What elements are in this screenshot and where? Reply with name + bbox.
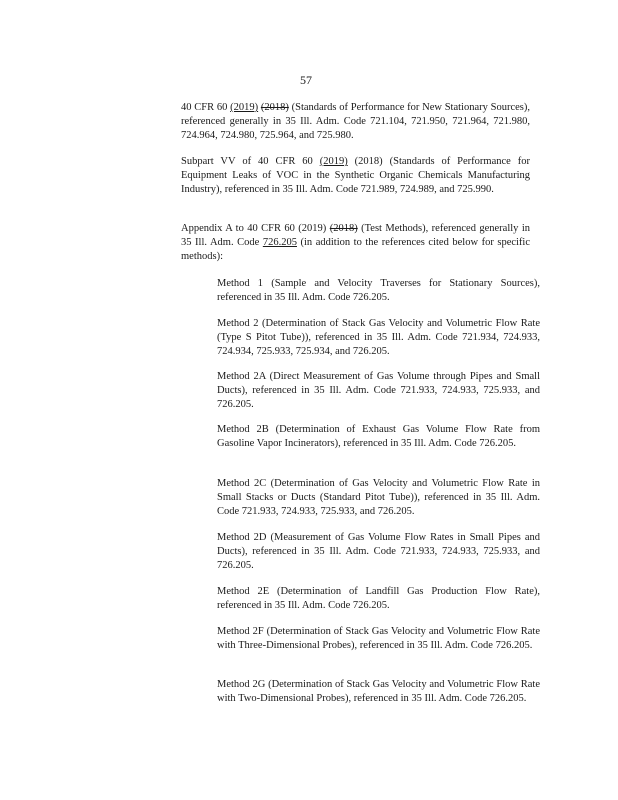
reference-paragraph-nsps — [181, 101, 530, 143]
inserted-text: (2019) — [319, 156, 348, 167]
method-item: Method 2B (Determination of Exhaust Gas Volume Flow Rate from Gasoline Vapor Incinerators), referenced in 35 Ill. Adm. Code 726.205. — [217, 424, 540, 449]
text-run: (Standards of Performance for New Stationary Sources), referenced generally in 35 Ill. Adm. Code 721.104, 721.950, 721.964, 721.980, 724.964, 724.980, 725.964, and 725.980. — [181, 102, 530, 141]
method-item: Method 2A (Direct Measurement of Gas Volume through Pipes and Small Ducts), referenced in 35 Ill. Adm. Code 721.933, 724.933, 725.933, and 726.205. — [217, 371, 540, 410]
text-run: Subpart VV of 40 CFR 60 — [181, 156, 320, 167]
reference-paragraph-subpart-vv — [181, 155, 530, 197]
text-run: (in addition to the references cited below for specific methods): — [181, 237, 531, 262]
page-number: 57 — [300, 73, 312, 87]
deleted-text: (2018) — [260, 102, 289, 113]
method-item: Method 2G (Determination of Stack Gas Velocity and Volumetric Flow Rate with Two-Dimensional Probes), referenced in 35 Ill. Adm. Code 726.205. — [217, 679, 540, 704]
text-run: 40 CFR 60 — [181, 102, 231, 113]
inserted-text: 726.205 — [262, 237, 297, 248]
text-run: Appendix A to 40 CFR 60 (2019) — [181, 223, 330, 234]
text-run: (Test Methods), referenced generally in 35 Ill. Adm. Code — [181, 223, 531, 248]
reference-paragraph-appendix-a — [181, 222, 530, 264]
deleted-text: (2018) — [329, 223, 358, 234]
inserted-text: (2019) — [230, 102, 259, 113]
method-item: Method 2F (Determination of Stack Gas Velocity and Volumetric Flow Rate with Three-Dimensional Probes), referenced in 35 Ill. Adm. Code 726.205. — [217, 626, 540, 651]
method-item: Method 1 (Sample and Velocity Traverses for Stationary Sources), referenced in 35 Ill. Adm. Code 726.205. — [217, 278, 540, 303]
method-item: Method 2C (Determination of Gas Velocity and Volumetric Flow Rate in Small Stacks or Ducts (Standard Pitot Tube)), referenced in 35 Ill. Adm. Code 721.933, 724.933, 725.933, and 726.205. — [217, 478, 540, 517]
method-item: Method 2 (Determination of Stack Gas Velocity and Volumetric Flow Rate (Type S Pitot Tube)), referenced in 35 Ill. Adm. Code 721.934, 724.933, 724.934, 725.933, 725.934, and 726.205. — [217, 318, 540, 357]
text-run: (2018) (Standards of Performance for Equipment Leaks of VOC in the Synthetic Organic Chemicals Manufacturing Industry), referenced in 35 Ill. Adm. Code 721.989, 724.989, and 725.990. — [181, 156, 530, 195]
method-item: Method 2D (Measurement of Gas Volume Flow Rates in Small Pipes and Ducts), referenced in 35 Ill. Adm. Code 721.933, 724.933, 725.933, and 726.205. — [217, 532, 540, 571]
method-item: Method 2E (Determination of Landfill Gas Production Flow Rate), referenced in 35 Ill. Adm. Code 726.205. — [217, 586, 540, 611]
